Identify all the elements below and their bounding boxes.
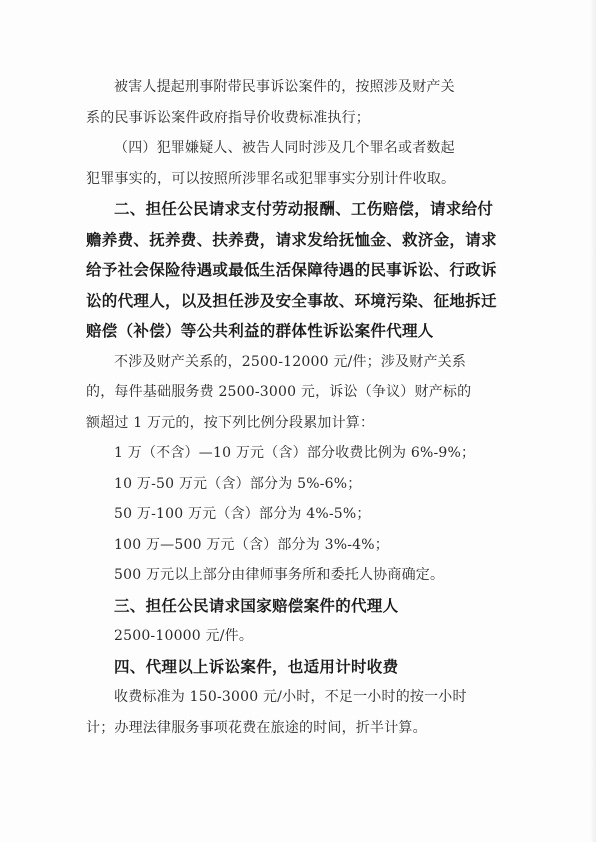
text-line: 额超过 1 万元的，按下列比例分段累加计算：: [86, 414, 375, 431]
fee-tier-line: 1 万（不含）—10 万元（含）部分收费比例为 6%-9%；: [114, 445, 476, 461]
heading-line: 二、担任公民请求支付劳动报酬、工伤赔偿，请求给付: [114, 200, 494, 218]
heading-line: 赔偿（补偿）等公共利益的群体性诉讼案件代理人: [86, 322, 434, 340]
heading-line: 讼的代理人，以及担任涉及安全事故、环境污染、征地拆迁: [86, 291, 497, 310]
paragraph-fee-basis: [86, 347, 516, 439]
text-line: （四）犯罪嫌疑人、被告人同时涉及几个罪名或者数起: [114, 140, 455, 156]
heading-line: 给予社会保险待遇或最低生活保障待遇的民事诉讼、行政诉: [86, 261, 497, 279]
document-body: [86, 72, 516, 743]
text-line: 收费标准为 150-3000 元/小时，不足一小时的按一小时: [114, 689, 467, 705]
page-edge-shadow: [590, 0, 596, 842]
text-line: 犯罪事实的，可以按照所涉罪名或犯罪事实分别计件收取。: [86, 170, 456, 187]
text-line: 不涉及财产关系的，2500-12000 元/件；涉及财产关系: [114, 353, 467, 370]
heading-line: 赡养费、抚养费、扶养费，请求发给抚恤金、救济金，请求: [86, 230, 497, 249]
text-line: 系的民事诉讼案件政府指导价收费标准执行；: [86, 109, 370, 126]
fee-tier-line: 100 万—500 万元（含）部分为 3%-4%；: [114, 536, 389, 553]
section-heading-3: 三、担任公民请求国家赔偿案件的代理人: [114, 596, 399, 615]
text-line: 被害人提起刑事附带民事诉讼案件的，按照涉及财产关: [114, 79, 455, 95]
paragraph-criminal-civil-suit: [86, 72, 516, 133]
fee-tier-line: 10 万-50 万元（含）部分为 5%-6%；: [114, 475, 362, 492]
section-heading-4: 四、代理以上诉讼案件，也适用计时收费: [114, 657, 399, 676]
text-line: 的，每件基础服务费 2500-3000 元，诉讼（争议）财产标的: [86, 384, 472, 400]
paragraph-multiple-charges: [86, 133, 516, 194]
text-line: 计；办理法律服务事项花费在旅途的时间，折半计算。: [86, 719, 427, 736]
text-line: 2500-10000 元/件。: [114, 628, 254, 644]
section-heading-2: [86, 194, 516, 347]
fee-tier-line: 500 万元以上部分由律师事务所和委托人协商确定。: [114, 567, 445, 583]
paragraph-hourly-fee: [86, 682, 516, 743]
fee-tier-line: 50 万-100 万元（含）部分为 4%-5%；: [114, 506, 371, 522]
